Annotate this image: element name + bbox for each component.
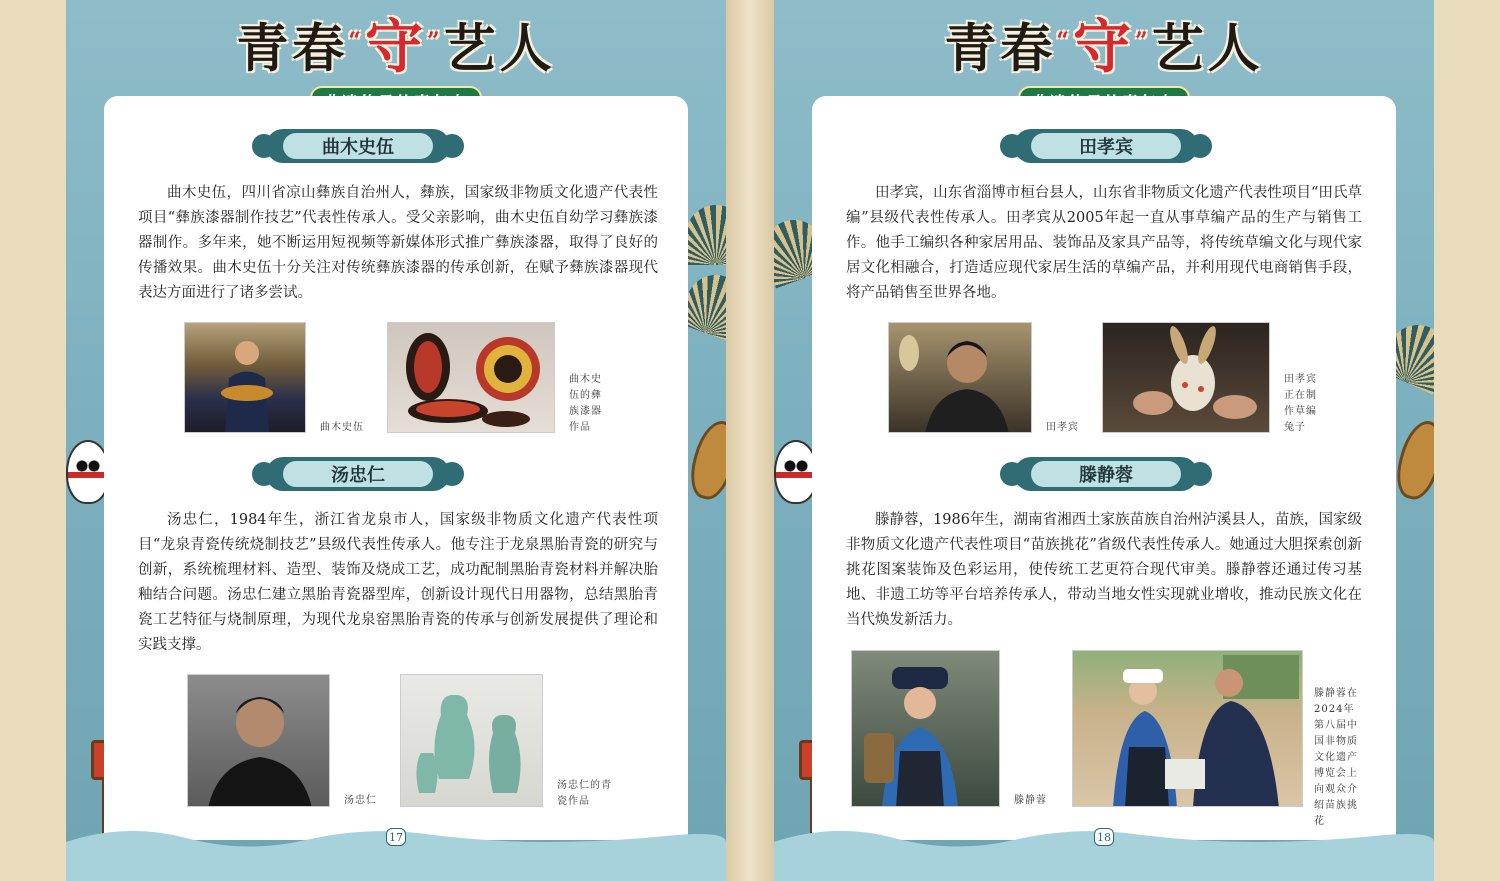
page-number: 18 <box>1094 828 1114 846</box>
biography-paragraph: 滕静蓉，1986年生，湖南省湘西土家族苗族自治州泸溪县人，苗族，国家级非物质文化遗产代表性项目“苗族挑花”省级代表性传承人。她通过大胆探索创新挑花图案装饰及色彩运用，使传统工艺更符合现代审美。滕静蓉还通过传习基地、非遗工坊等平台培养传承人，带动当地女性实现就业增收，推动民族文化在当代焕发新活力。 <box>846 512 1362 628</box>
page-right <box>774 0 1434 881</box>
portrait-photo <box>888 322 1032 433</box>
person-name: 田孝宾 <box>1031 133 1181 159</box>
exhibition-photo <box>1072 650 1303 807</box>
person-name: 曲木史伍 <box>283 133 433 159</box>
portrait-photo <box>184 322 306 433</box>
lacquerware-photo <box>387 322 555 433</box>
book-gutter <box>726 0 774 881</box>
photo-caption: 滕静蓉在2024年第八届中国非物质文化遗产博览会上向观众介绍苗族挑花 <box>1314 688 1358 827</box>
photo-caption: 汤忠仁 <box>344 795 377 806</box>
person-name: 滕静蓉 <box>1031 461 1181 487</box>
portrait-photo <box>187 674 330 807</box>
biography-paragraph: 汤忠仁，1984年生，浙江省龙泉市人，国家级非物质文化遗产代表性项目“龙泉青瓷传统烧制技艺”县级代表性传承人。他专注于龙泉黑胎青瓷的研究与创新，系统梳理材料、造型、装饰及烧成工艺，成功配制黑胎青瓷材料并解决胎釉结合问题。汤忠仁建立黑胎青瓷器型库，创新设计现代日用器物，总结黑胎青瓷工艺特征与烧制原理，为现代龙泉窑黑胎青瓷的传承与创新发展提供了理论和实践支撑。 <box>138 512 658 653</box>
celadon-photo <box>400 674 543 807</box>
photo-caption: 曲木史伍的彝族漆器作品 <box>569 374 602 433</box>
photo-caption: 汤忠仁的青瓷作品 <box>557 780 612 807</box>
straw-weaving-photo <box>1102 322 1270 433</box>
series-title: 青春“守”艺人 <box>236 12 556 81</box>
biography-paragraph: 曲木史伍，四川省凉山彝族自治州人，彝族，国家级非物质文化遗产代表性项目“彝族漆器制作技艺”代表性传承人。受父亲影响，曲木史伍自幼学习彝族漆器制作。多年来，她不断运用短视频等新媒体形式推广彝族漆器，取得了良好的传播效果。曲木史伍十分关注对传统彝族漆器的传承创新，在赋予彝族漆器现代表达方面进行了诸多尝试。 <box>138 185 658 301</box>
portrait-photo <box>851 650 1000 807</box>
name-banner <box>266 129 450 163</box>
page-number: 17 <box>386 828 406 846</box>
book-edge-left <box>0 0 66 881</box>
biography-paragraph: 田孝宾，山东省淄博市桓台县人，山东省非物质文化遗产代表性项目“田氏草编”县级代表性传承人。田孝宾从2005年起一直从事草编产品的生产与销售工作。他手工编织各种家居用品、装饰品及家具产品等，将传统草编文化与现代家居文化相融合，打造适应现代家居生活的草编产品，并利用现代电商销售手段，将产品销售至世界各地。 <box>846 185 1362 301</box>
name-banner <box>1014 457 1198 491</box>
pipa-icon <box>684 416 726 504</box>
photo-caption: 滕静蓉 <box>1014 795 1047 806</box>
photo-caption: 田孝宾正在制作草编兔子 <box>1284 374 1317 433</box>
pipa-icon <box>1390 416 1434 504</box>
person-name: 汤忠仁 <box>283 461 433 487</box>
name-banner <box>266 457 450 491</box>
series-title: 青春“守”艺人 <box>944 12 1264 81</box>
name-banner <box>1014 129 1198 163</box>
photo-caption: 田孝宾 <box>1046 422 1079 433</box>
photo-caption: 曲木史伍 <box>320 422 364 433</box>
page-left <box>66 0 726 881</box>
fan-decoration-icon <box>686 205 726 265</box>
book-edge-right <box>1434 0 1500 881</box>
